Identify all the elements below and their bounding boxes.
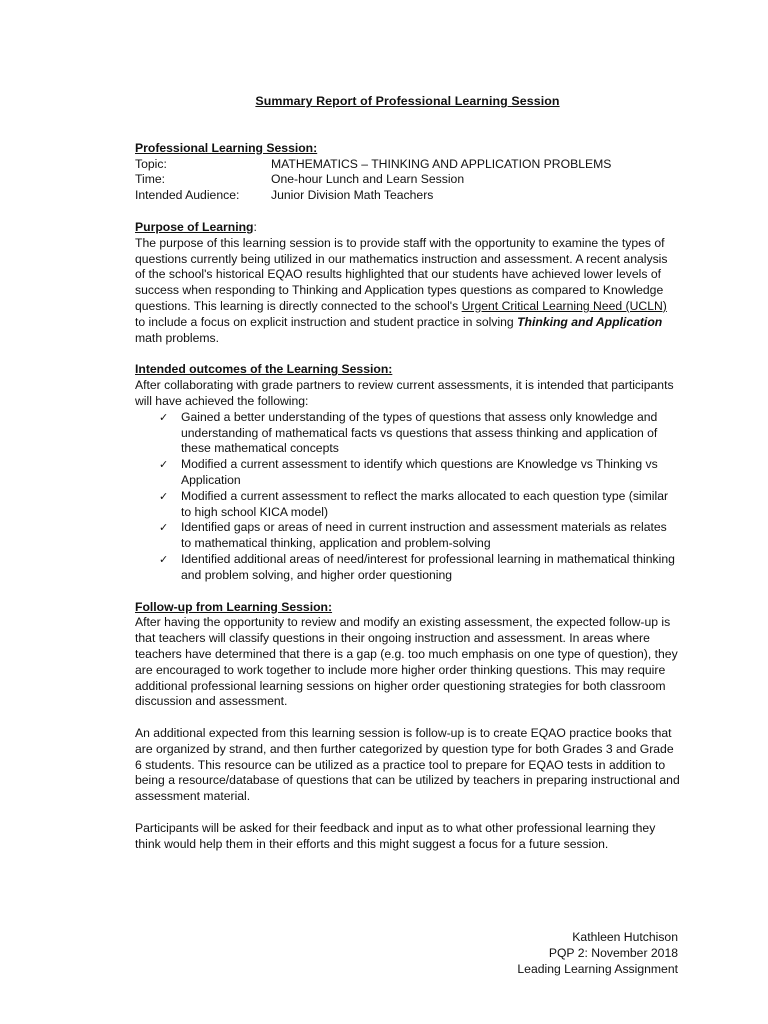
purpose-heading-line: [135, 220, 680, 236]
purpose-emphasis: Thinking and Application: [517, 314, 663, 329]
session-row-time: [135, 172, 611, 188]
purpose-text-3: math problems.: [135, 330, 219, 345]
followup-paragraph-1: After having the opportunity to review and modify an existing assessment, the expected follow-up is that teachers will classify questions in their ongoing instruction and assessment. In areas where teachers have determined that there is a gap (e.g. too much emphasis on one type of question), they are encouraged to work together to include more higher order thinking questions. This may require additional professional learning sessions on higher order questioning strategies for both classroom discussion and assessment.: [135, 615, 678, 709]
checkmark-icon: ✓: [159, 521, 169, 535]
checkmark-icon: ✓: [159, 489, 169, 503]
outcome-text: Identified additional areas of need/interest for professional learning in mathematical thinking and problem solving, and higher order questioning: [181, 551, 675, 582]
followup-paragraph-3: Participants will be asked for their feedback and input as to what other professional learning they think would help them in their efforts and this might suggest a focus for a future session.: [135, 821, 656, 851]
signature-block: [517, 930, 678, 977]
audience-label: Intended Audience:: [135, 188, 240, 203]
checkmark-icon: ✓: [159, 458, 169, 472]
outcome-text: Modified a current assessment to reflect the marks allocated to each question type (similar to high school KICA model): [181, 488, 669, 519]
session-row-topic: [135, 157, 611, 173]
session-row-audience: [135, 188, 611, 204]
followup-heading: Follow-up from Learning Session:: [135, 599, 333, 614]
outcome-text: Modified a current assessment to identify which questions are Knowledge vs Thinking vs Application: [181, 457, 658, 487]
outcomes-intro: After collaborating with grade partners to review current assessments, it is intended that participants will have achieved the following:: [135, 378, 674, 408]
outcomes-checklist: [135, 410, 680, 584]
session-heading: Professional Learning Session:: [135, 140, 318, 155]
ucln-link[interactable]: Urgent Critical Learning Need (UCLN): [461, 298, 667, 313]
outcome-item: [135, 552, 680, 584]
checkmark-icon: ✓: [159, 552, 169, 566]
session-details: [135, 157, 611, 204]
topic-value: MATHEMATICS – THINKING AND APPLICATION PROBLEMS: [271, 156, 612, 171]
purpose-text-2: to include a focus on explicit instruction and student practice in solving: [135, 314, 518, 329]
purpose-paragraph: [135, 236, 680, 347]
purpose-text-1: The purpose of this learning session is to provide staff with the opportunity to examine the types of questions currently being utilized in our mathematics instruction and assessment. A recent analysis of the school's historical EQAO results highlighted that our students have achieved lower levels of success when responding to Thinking and Application types questions as compared to Knowledge questions. This learning is directly connected to the school's: [135, 235, 668, 313]
time-value: One-hour Lunch and Learn Session: [271, 172, 465, 187]
signature-assignment: Leading Learning Assignment: [517, 961, 678, 976]
outcome-text: Gained a better understanding of the types of questions that assess only knowledge and understanding of mathematical facts vs questions that assess thinking and application of these mathematical concepts: [181, 409, 658, 456]
outcome-item: [135, 489, 680, 521]
checkmark-icon: ✓: [159, 410, 169, 424]
signature-name: Kathleen Hutchison: [572, 930, 678, 944]
followup-paragraph-2: An additional expected from this learning session is follow-up is to create EQAO practice books that are organized by strand, and then further categorized by question type for both Grades 3 and Grade 6 students. This resource can be utilized as a practice tool to prepare for EQAO tests in addition to being a resource/database of questions that can be utilized by teachers in preparing instructional and assessment material.: [135, 726, 680, 804]
outcome-text: Identified gaps or areas of need in current instruction and assessment materials as relates to mathematical thinking, application and problem-solving: [181, 520, 667, 551]
time-label: Time:: [135, 172, 166, 187]
purpose-heading: Purpose of Learning: [135, 219, 254, 234]
document-title: Summary Report of Professional Learning Session: [255, 94, 560, 108]
outcome-item: [135, 410, 680, 457]
outcome-item: [135, 520, 680, 552]
signature-course: PQP 2: November 2018: [548, 945, 678, 960]
audience-value: Junior Division Math Teachers: [271, 188, 434, 203]
purpose-heading-colon: :: [253, 219, 257, 234]
topic-label: Topic:: [135, 156, 167, 171]
outcome-item: [135, 457, 680, 489]
document-body: [135, 94, 680, 853]
outcomes-heading: Intended outcomes of the Learning Session:: [135, 362, 393, 377]
